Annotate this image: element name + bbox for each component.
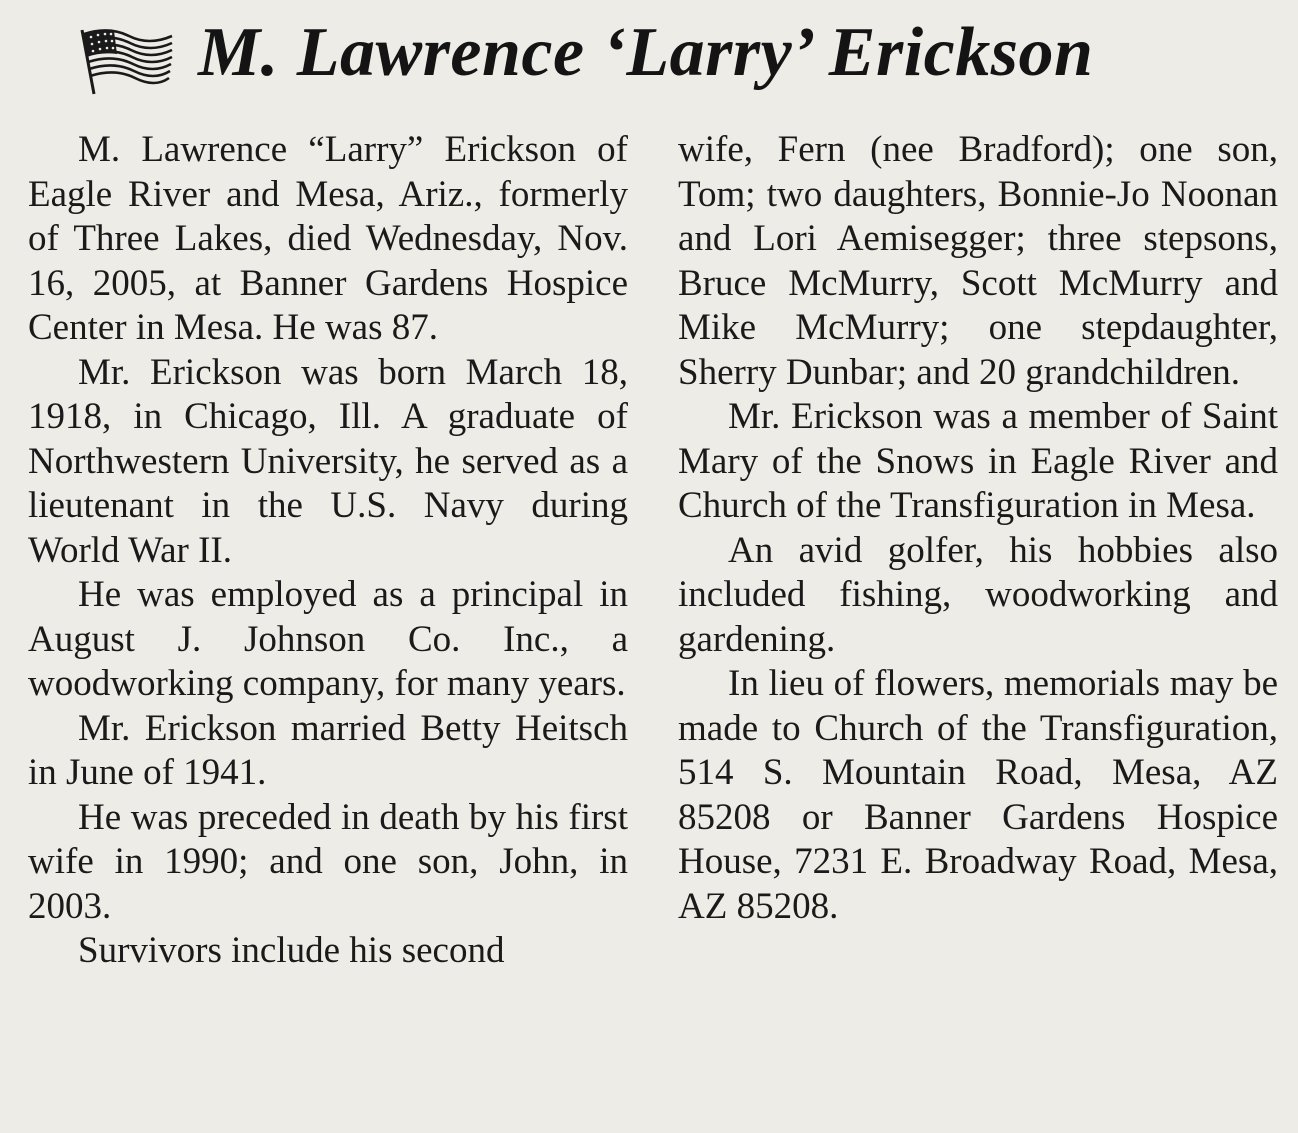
paragraph-survivors-start: Survivors include his second: [78, 930, 505, 971]
paragraph-death-notice: M. Lawrence “Larry” Erickson of Eagle River and Mesa, Ariz., formerly of Three Lakes, died Wednesday, Nov. 16, 2005, at Banner Gardens Hospice Center in Mesa. He was 87.: [28, 129, 628, 348]
paragraph-preceded-in-death: He was preceded in death by his first wife in 1990; and one son, John, in 2003.: [28, 796, 628, 927]
american-flag-icon: [74, 24, 174, 96]
paragraph-employment: He was employed as a principal in August J. Johnson Co. Inc., a woodworking company, for many years.: [28, 574, 628, 704]
left-column: [28, 128, 628, 974]
paragraph-hobbies: An avid golfer, his hobbies also included fishing, woodworking and gardening.: [678, 529, 1278, 660]
paragraph-marriage: Mr. Erickson married Betty Heitsch in June of 1941.: [28, 707, 628, 793]
headline-title: M. Lawrence ‘Larry’ Erickson: [198, 14, 1094, 91]
obituary-headline: [70, 10, 1270, 100]
paragraph-church-membership: Mr. Erickson was a member of Saint Mary of the Snows in Eagle River and Church of the Transfiguration in Mesa.: [678, 396, 1278, 526]
right-column: [678, 128, 1278, 929]
paragraph-biography: Mr. Erickson was born March 18, 1918, in Chicago, Ill. A graduate of Northwestern University, he served as a lieutenant in the U.S. Navy during World War II.: [28, 351, 628, 571]
paragraph-survivors-continued: wife, Fern (nee Bradford); one son, Tom; two daughters, Bonnie-Jo Noonan and Lori Aemisegger; three stepsons, Bruce McMurry, Scott McMurry and Mike McMurry; one stepdaughter, Sherry Dunbar; and 20 grandchildren.: [678, 129, 1278, 393]
paragraph-memorials: In lieu of flowers, memorials may be made to Church of the Transfiguration, 514 S. Mountain Road, Mesa, AZ 85208 or Banner Gardens Hospice House, 7231 E. Broadway Road, Mesa, AZ 85208.: [678, 663, 1278, 927]
